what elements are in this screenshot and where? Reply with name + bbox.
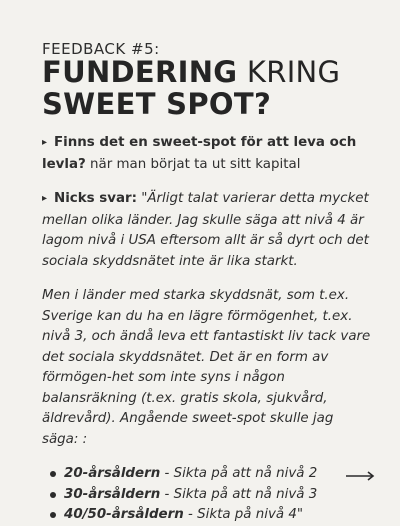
- page-title: [42, 56, 340, 120]
- triangle-right-icon: ▸: [42, 193, 48, 204]
- title-light-1: KRING: [237, 55, 341, 89]
- bullet-dot-icon: [50, 512, 56, 518]
- question-rest: när man börjat ta ut sitt kapital: [85, 156, 301, 172]
- list-item: [64, 505, 372, 526]
- title-bold-1: FUNDERING: [42, 55, 238, 89]
- age-list: [42, 464, 372, 526]
- second-paragraph: Men i länder med starka skyddsnät, som t.ex. Sverige kan du ha en lägre förmögenhet, t.ex. nivå 3, och ändå leva ett fantastiskt liv tack vare det sociala skyddsnätet. Det är en form av förmögen-het som inte syns i någon balansräkning (t.ex. gratis skola, sjukvård, äldrevård). Angående sweet-spot skulle jag säga: :: [42, 288, 371, 447]
- question-bold: Finns det en sweet-spot för att leva och levla?: [42, 135, 357, 172]
- body-text: [42, 133, 372, 526]
- list-item: [64, 485, 372, 506]
- list-item-text: - Sikta på nivå 4": [183, 507, 304, 522]
- list-item: [64, 464, 372, 485]
- arrow-right-icon[interactable]: [345, 470, 375, 482]
- answer-label: Nicks svar:: [54, 191, 137, 206]
- answer-text: "Ärligt talat varierar detta mycket mellan olika länder. Jag skulle säga att nivå 4 är lagom nivå i USA eftersom allt är så dyrt och det sociala skyddsnätet inte är lika starkt.: [42, 191, 369, 269]
- title-bold-2: SWEET SPOT?: [42, 87, 272, 121]
- bullet-dot-icon: [50, 492, 56, 498]
- answer-paragraph: [42, 189, 372, 272]
- list-item-age: 30-årsåldern: [64, 486, 161, 502]
- question-paragraph: [42, 133, 372, 175]
- list-item-text: - Sikta på att nå nivå 3: [160, 486, 318, 502]
- list-item-text: - Sikta på att nå nivå 2: [160, 466, 318, 481]
- list-item-age: 40/50-årsåldern: [64, 507, 184, 522]
- list-item-age: 20-årsåldern: [64, 466, 161, 481]
- triangle-right-icon: ▸: [42, 137, 48, 148]
- bullet-dot-icon: [50, 471, 56, 477]
- kicker: FEEDBACK #5:: [42, 40, 160, 58]
